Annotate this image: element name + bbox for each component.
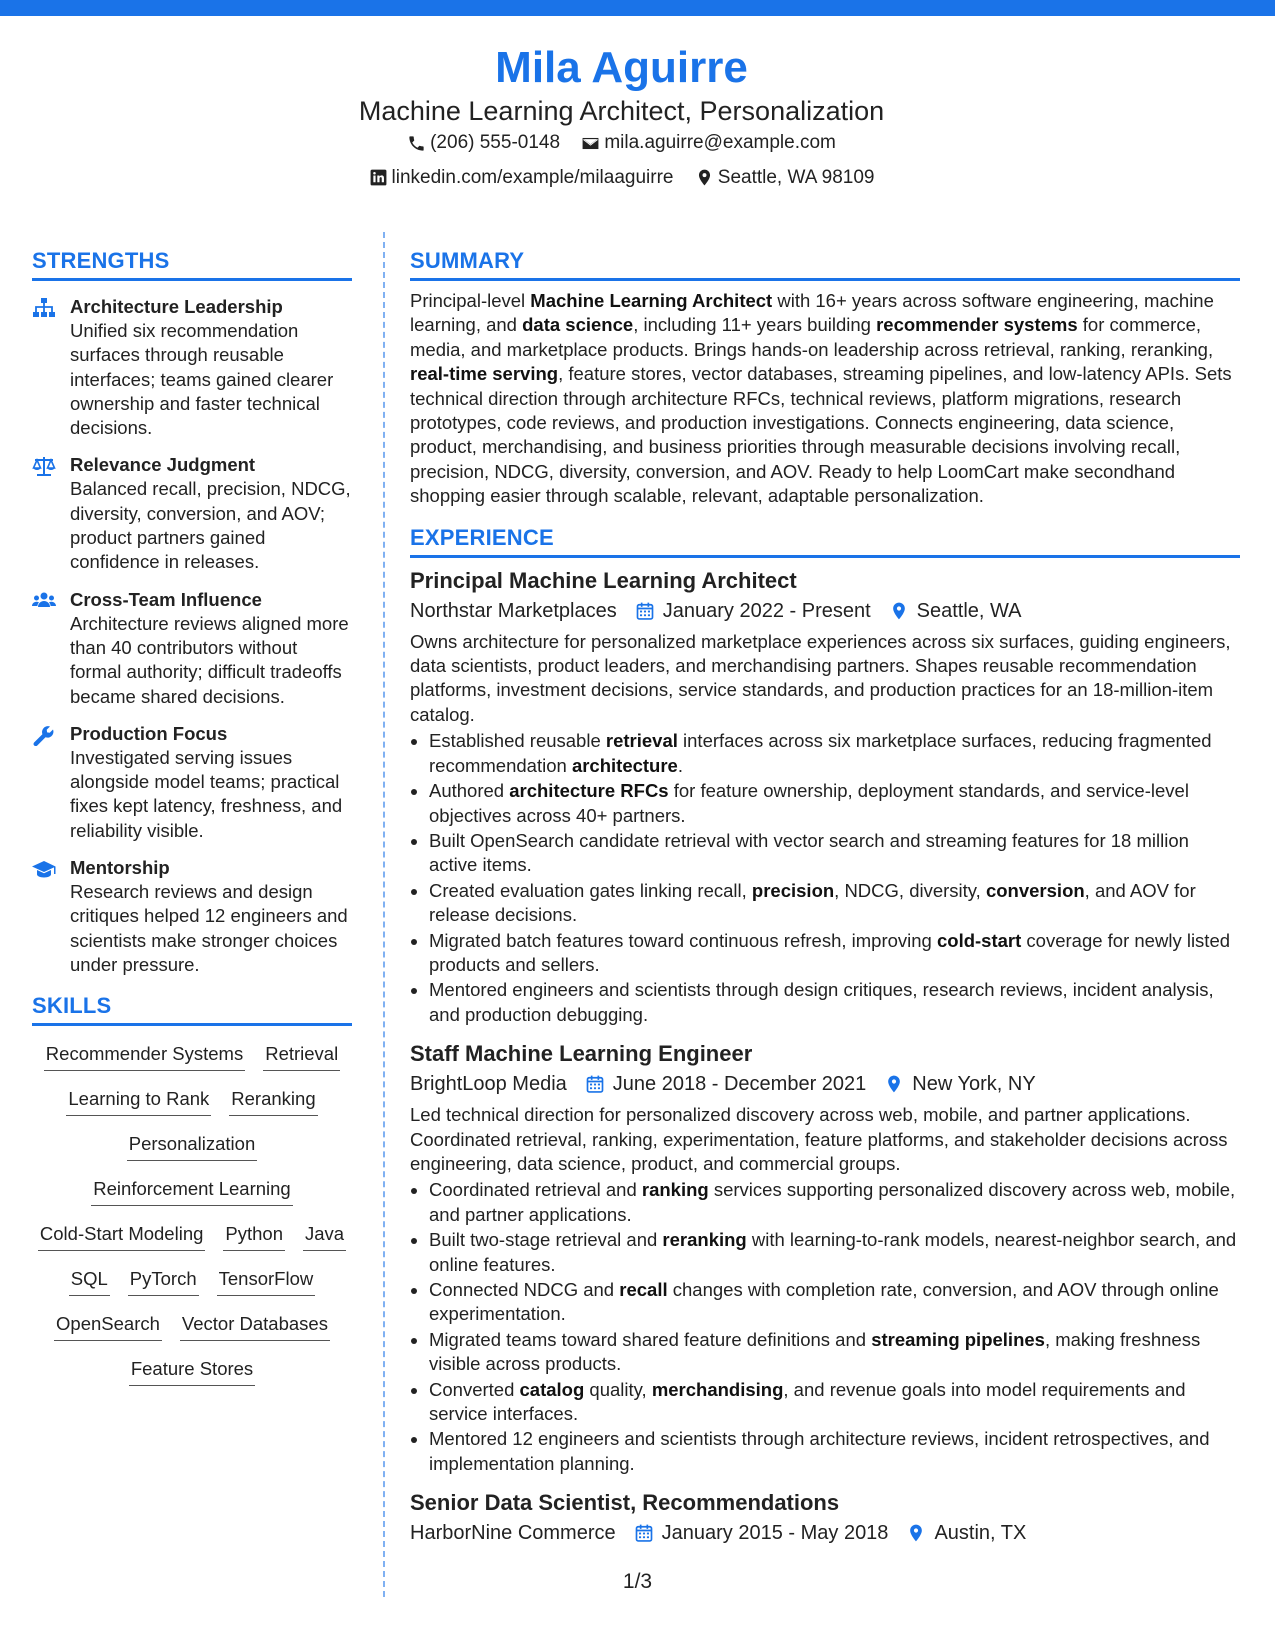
bold-keyword: merchandising bbox=[651, 1378, 784, 1400]
skill-tag: Retrieval bbox=[263, 1040, 340, 1071]
strength-item bbox=[32, 856, 352, 977]
candidate-name: Mila Aguirre bbox=[495, 43, 748, 92]
envelope-icon bbox=[581, 134, 600, 153]
job-location bbox=[884, 1069, 1035, 1099]
job-meta bbox=[410, 596, 1240, 626]
list-item: • Coordinated retrieval and ranking services supporting personalized discovery across web, mobile, and partner applications. bbox=[429, 1178, 1240, 1227]
strength-description: Architecture reviews aligned more than 40 contributors without formal authority; difficult tradeoffs became shared decisions. bbox=[70, 612, 349, 707]
top-accent-bar bbox=[0, 0, 1275, 16]
job-dates bbox=[585, 1069, 867, 1099]
skill-tag: TensorFlow bbox=[217, 1265, 316, 1296]
list-item: • Built two-stage retrieval and reranking with learning-to-rank models, nearest-neighbor search, and online features. bbox=[429, 1228, 1240, 1277]
skill-row bbox=[32, 1220, 352, 1265]
phone-contact[interactable] bbox=[407, 128, 560, 158]
list-item: • Created evaluation gates linking recall, precision, NDCG, diversity, conversion, and AOV for release decisions. bbox=[429, 879, 1240, 928]
job-company bbox=[410, 1069, 567, 1099]
list-item: • Connected NDCG and recall changes with completion rate, conversion, and AOV through online experimentation. bbox=[429, 1278, 1240, 1327]
skill-row bbox=[32, 1175, 352, 1220]
strength-item bbox=[32, 453, 352, 574]
map-marker-icon bbox=[906, 1523, 926, 1543]
job-location bbox=[906, 1518, 1026, 1548]
strength-description: Investigated serving issues alongside model teams; practical fixes kept latency, freshness, and reliability visible. bbox=[70, 746, 343, 841]
bold-keyword: catalog bbox=[519, 1378, 585, 1400]
map-marker-icon bbox=[884, 1074, 904, 1094]
summary-paragraph: Principal-level Machine Learning Architect with 16+ years across software engineering, machine learning, and data science, including 11+ years building recommender systems for commerce, media, and marketplace products. Brings hands-on leadership across retrieval, ranking, reranking, real-time serving, feature stores, vector databases, streaming pipelines, and low-latency APIs. Sets technical direction through architecture RFCs, technical reviews, platform migrations, research prototypes, code reviews, and production investigations. Connects engineering, data science, product, merchandising, and business priorities through measurable decisions involving recall, precision, NDCG, diversity, conversion, and AOV. Ready to help LoomCart make secondhand shopping easier through scalable, relevant, adaptable personalization. bbox=[410, 290, 1232, 507]
job-location bbox=[889, 596, 1022, 626]
date-range: June 2018 - December 2021 bbox=[612, 1073, 867, 1096]
skill-tag: Cold-Start Modeling bbox=[38, 1220, 206, 1251]
skill-row bbox=[32, 1310, 352, 1355]
linkedin-icon bbox=[369, 168, 388, 187]
list-item: • Converted catalog quality, merchandising, and revenue goals into model requirements and service interfaces. bbox=[429, 1378, 1240, 1427]
strength-item bbox=[32, 588, 352, 709]
skill-tag: Vector Databases bbox=[180, 1310, 330, 1341]
job-title: Staff Machine Learning Engineer bbox=[410, 1041, 753, 1067]
balance-scale-icon bbox=[32, 453, 70, 574]
list-item: • Migrated batch features toward continuous refresh, improving cold-start coverage for newly listed products and sellers. bbox=[429, 929, 1240, 978]
location-text: New York, NY bbox=[912, 1073, 1036, 1096]
strength-title: Architecture Leadership bbox=[70, 296, 283, 317]
resume-header bbox=[0, 42, 1275, 197]
map-marker-icon bbox=[695, 168, 714, 187]
location-text: Seattle, WA bbox=[916, 599, 1022, 622]
strength-title: Cross-Team Influence bbox=[70, 588, 262, 610]
strength-title: Production Focus bbox=[70, 722, 228, 744]
list-item: • Established reusable retrieval interfaces across six marketplace surfaces, reducing fragmented recommendation architecture. bbox=[429, 729, 1240, 778]
strength-description: Unified six recommendation surfaces through reusable interfaces; teams gained clearer ownership and faster technical decisions. bbox=[70, 320, 334, 439]
job-description: Owns architecture for personalized marketplace experiences across six surfaces, guiding engineers, data scientists, product leaders, and merchandising partners. Shapes reusable recommendation platforms, investment decisions, service standards, and production practices for an 18-million-item catalog. bbox=[410, 630, 1231, 725]
date-range: January 2022 - Present bbox=[662, 599, 871, 622]
bold-keyword: recommender systems bbox=[876, 314, 1078, 336]
location-contact bbox=[695, 163, 875, 193]
strength-item bbox=[32, 722, 352, 843]
job-company bbox=[410, 1518, 616, 1548]
skill-tag: Learning to Rank bbox=[66, 1085, 211, 1116]
skills-heading: SKILLS bbox=[32, 993, 352, 1026]
strengths-heading: STRENGTHS bbox=[32, 248, 352, 281]
skill-tag: Personalization bbox=[127, 1130, 258, 1161]
skill-row bbox=[32, 1085, 352, 1130]
list-item: • Authored architecture RFCs for feature ownership, deployment standards, and service-level objectives across 40+ partners. bbox=[429, 779, 1240, 828]
job-entry bbox=[410, 1039, 1240, 1476]
bold-keyword: architecture bbox=[571, 754, 678, 776]
skill-tag: Java bbox=[303, 1220, 346, 1251]
skill-tag: Feature Stores bbox=[129, 1355, 255, 1386]
column-divider bbox=[383, 232, 385, 1597]
bold-keyword: reranking bbox=[662, 1229, 747, 1251]
skill-tag: Recommender Systems bbox=[44, 1040, 245, 1071]
candidate-title: Machine Learning Architect, Personalization bbox=[358, 96, 885, 126]
skill-tag: Reinforcement Learning bbox=[91, 1175, 292, 1206]
strength-title: Relevance Judgment bbox=[70, 454, 256, 476]
bold-keyword: streaming pipelines bbox=[871, 1328, 1045, 1350]
wrench-icon bbox=[32, 722, 70, 843]
bold-keyword: Machine Learning Architect bbox=[530, 290, 773, 311]
strength-description: Balanced recall, precision, NDCG, diversity, conversion, and AOV; product partners gained confidence in releases. bbox=[70, 478, 351, 573]
job-meta bbox=[410, 1518, 1240, 1548]
linkedin-url: linkedin.com/example/milaaguirre bbox=[391, 166, 674, 188]
skill-row bbox=[32, 1265, 352, 1310]
job-entry bbox=[410, 1488, 1240, 1548]
job-description: Led technical direction for personalized discovery across web, mobile, and partner applications. Coordinated retrieval, ranking, experimentation, feature platforms, and stakeholder decisions across engineering, data science, product, and commercial groups. bbox=[410, 1104, 1228, 1174]
phone-number: (206) 555-0148 bbox=[430, 132, 561, 153]
skill-tag: Reranking bbox=[229, 1085, 317, 1116]
list-item: • Built OpenSearch candidate retrieval with vector search and streaming features for 18 million active items. bbox=[429, 829, 1240, 878]
job-entry bbox=[410, 566, 1240, 1028]
summary-heading: SUMMARY bbox=[410, 248, 1240, 281]
skill-tag: PyTorch bbox=[128, 1265, 199, 1296]
contact-row-1 bbox=[0, 128, 1275, 163]
experience-heading: EXPERIENCE bbox=[410, 525, 1240, 558]
bold-keyword: recall bbox=[619, 1279, 668, 1300]
bold-keyword: real-time serving bbox=[410, 363, 559, 385]
list-item: • Migrated teams toward shared feature definitions and streaming pipelines, making freshness visible across products. bbox=[429, 1328, 1240, 1377]
bold-keyword: data science bbox=[522, 314, 634, 336]
email-address: mila.aguirre@example.com bbox=[604, 132, 836, 153]
date-range: January 2015 - May 2018 bbox=[661, 1522, 889, 1545]
strength-item bbox=[32, 295, 352, 440]
company-name: BrightLoop Media bbox=[410, 1073, 567, 1096]
map-marker-icon bbox=[889, 601, 909, 621]
job-title: Senior Data Scientist, Recommendations bbox=[410, 1490, 840, 1516]
calendar-icon bbox=[585, 1074, 605, 1094]
location-text: Austin, TX bbox=[934, 1522, 1027, 1545]
job-dates bbox=[634, 1518, 889, 1548]
company-name: Northstar Marketplaces bbox=[410, 599, 617, 622]
email-contact[interactable] bbox=[581, 128, 836, 158]
bold-keyword: architecture RFCs bbox=[509, 780, 669, 802]
phone-icon bbox=[407, 134, 426, 153]
strength-description: Research reviews and design critiques helped 12 engineers and scientists make stronger choices under pressure. bbox=[70, 881, 348, 975]
company-name: HarborNine Commerce bbox=[410, 1522, 616, 1545]
bold-keyword: conversion bbox=[985, 879, 1085, 901]
users-icon bbox=[32, 588, 70, 709]
linkedin-contact[interactable] bbox=[369, 163, 674, 193]
list-item: • Mentored 12 engineers and scientists through architecture reviews, incident retrospectives, and implementation planning. bbox=[429, 1427, 1240, 1476]
calendar-icon bbox=[635, 601, 655, 621]
skill-tag: OpenSearch bbox=[54, 1310, 162, 1341]
bold-keyword: retrieval bbox=[605, 730, 678, 752]
job-dates bbox=[635, 596, 871, 626]
job-company bbox=[410, 596, 617, 626]
page-number: 1/3 bbox=[622, 1570, 653, 1593]
bold-keyword: ranking bbox=[641, 1179, 709, 1201]
skill-row bbox=[32, 1355, 352, 1400]
calendar-icon bbox=[634, 1523, 654, 1543]
skill-tag: SQL bbox=[69, 1265, 110, 1296]
strength-title: Mentorship bbox=[70, 857, 170, 879]
left-column bbox=[32, 248, 352, 1400]
list-item: • Mentored engineers and scientists through design critiques, research reviews, incident analysis, and production debugging. bbox=[429, 978, 1240, 1027]
bold-keyword: precision bbox=[751, 879, 835, 901]
job-bullets bbox=[410, 729, 1240, 1027]
location-text: Seattle, WA 98109 bbox=[717, 166, 875, 188]
strengths-list bbox=[32, 295, 352, 977]
contact-row-2 bbox=[0, 163, 1275, 198]
bold-keyword: cold-start bbox=[936, 929, 1022, 951]
job-meta bbox=[410, 1069, 1240, 1099]
right-column bbox=[410, 248, 1240, 1548]
skill-row bbox=[32, 1130, 352, 1175]
job-title: Principal Machine Learning Architect bbox=[410, 567, 797, 593]
skill-row bbox=[32, 1040, 352, 1085]
skills-list bbox=[32, 1040, 352, 1400]
job-bullets bbox=[410, 1178, 1240, 1476]
graduation-cap-icon bbox=[32, 856, 70, 977]
sitemap-icon bbox=[32, 295, 70, 440]
skill-tag: Python bbox=[223, 1220, 285, 1251]
